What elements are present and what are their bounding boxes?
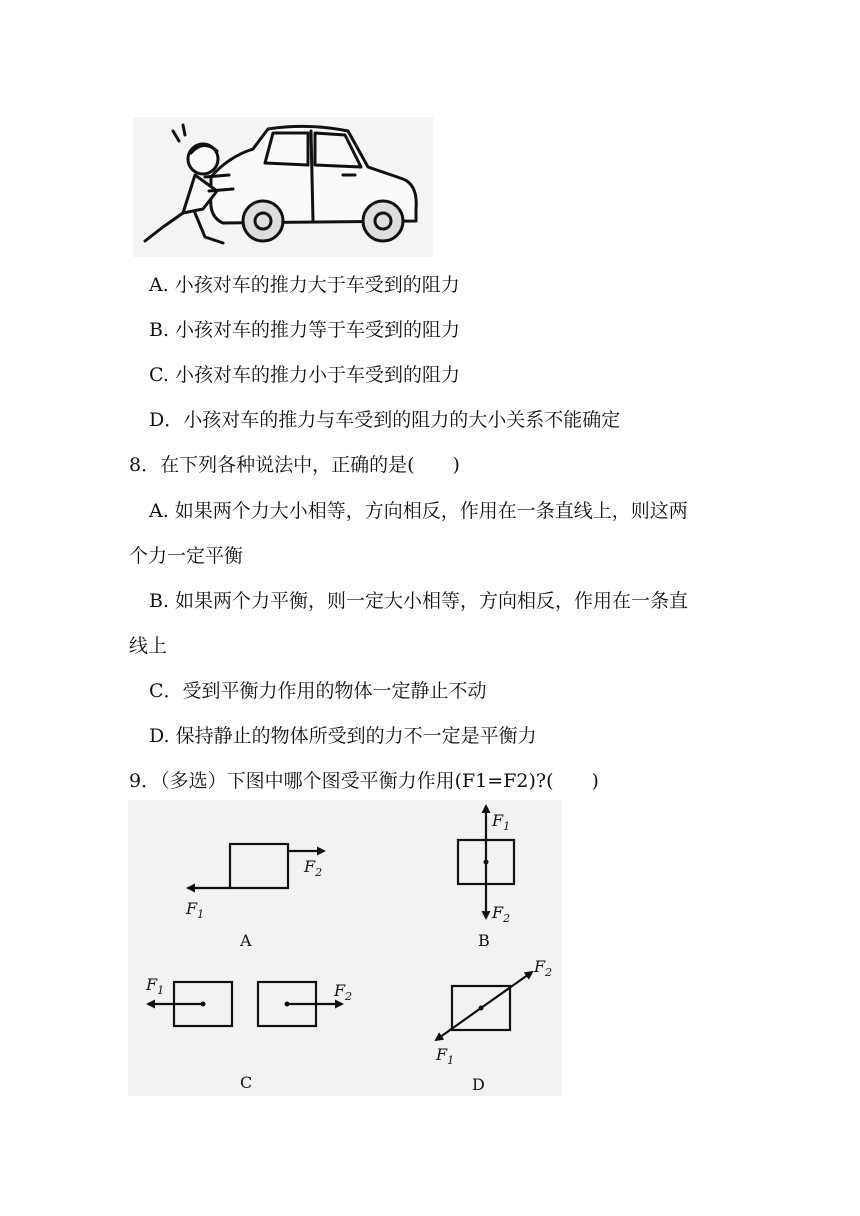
panel-a-f1-label: $F_1$ xyxy=(186,899,205,921)
q9-question: 9．（多选）下图中哪个图受平衡力作用(F1=F2)?( ) xyxy=(129,770,599,792)
child-pushing-car-figure xyxy=(133,117,433,257)
panel-d-label: D xyxy=(472,1075,485,1094)
panel-a-f2-label: $F_2$ xyxy=(304,857,323,879)
panel-b-label: B xyxy=(478,931,490,950)
q7-option-a: A. 小孩对车的推力大于车受到的阻力 xyxy=(149,274,460,296)
q7-option-d: D．小孩对车的推力与车受到的阻力的大小关系不能确定 xyxy=(149,409,621,431)
q8-option-a-line2: 个力一定平衡 xyxy=(129,545,244,567)
q8-option-b-line1: B. 如果两个力平衡，则一定大小相等，方向相反，作用在一条直 xyxy=(149,590,689,612)
panel-d-f2-label: $F_2$ xyxy=(534,957,553,979)
panel-c-f1-label: $F_1$ xyxy=(146,975,165,997)
panel-b-f1-label: $F_1$ xyxy=(492,811,511,833)
q7-option-b: B. 小孩对车的推力等于车受到的阻力 xyxy=(149,319,461,341)
force-diagram-figure xyxy=(128,800,562,1096)
q8-option-a-line1: A. 如果两个力大小相等，方向相反，作用在一条直线上，则这两 xyxy=(149,500,688,522)
panel-c-label: C xyxy=(240,1073,253,1092)
panel-c-f2-label: $F_2$ xyxy=(334,981,353,1003)
panel-b-f2-label: $F_2$ xyxy=(492,903,511,925)
q7-option-c: C. 小孩对车的推力小于车受到的阻力 xyxy=(149,364,460,386)
q8-option-d: D. 保持静止的物体所受到的力不一定是平衡力 xyxy=(149,725,537,747)
q8-option-c: C．受到平衡力作用的物体一定静止不动 xyxy=(149,680,487,702)
q8-option-b-line2: 线上 xyxy=(129,635,168,657)
q8-question: 8．在下列各种说法中，正确的是( ) xyxy=(129,454,460,476)
panel-a-label: A xyxy=(240,931,252,950)
panel-d-f1-label: $F_1$ xyxy=(436,1045,455,1067)
